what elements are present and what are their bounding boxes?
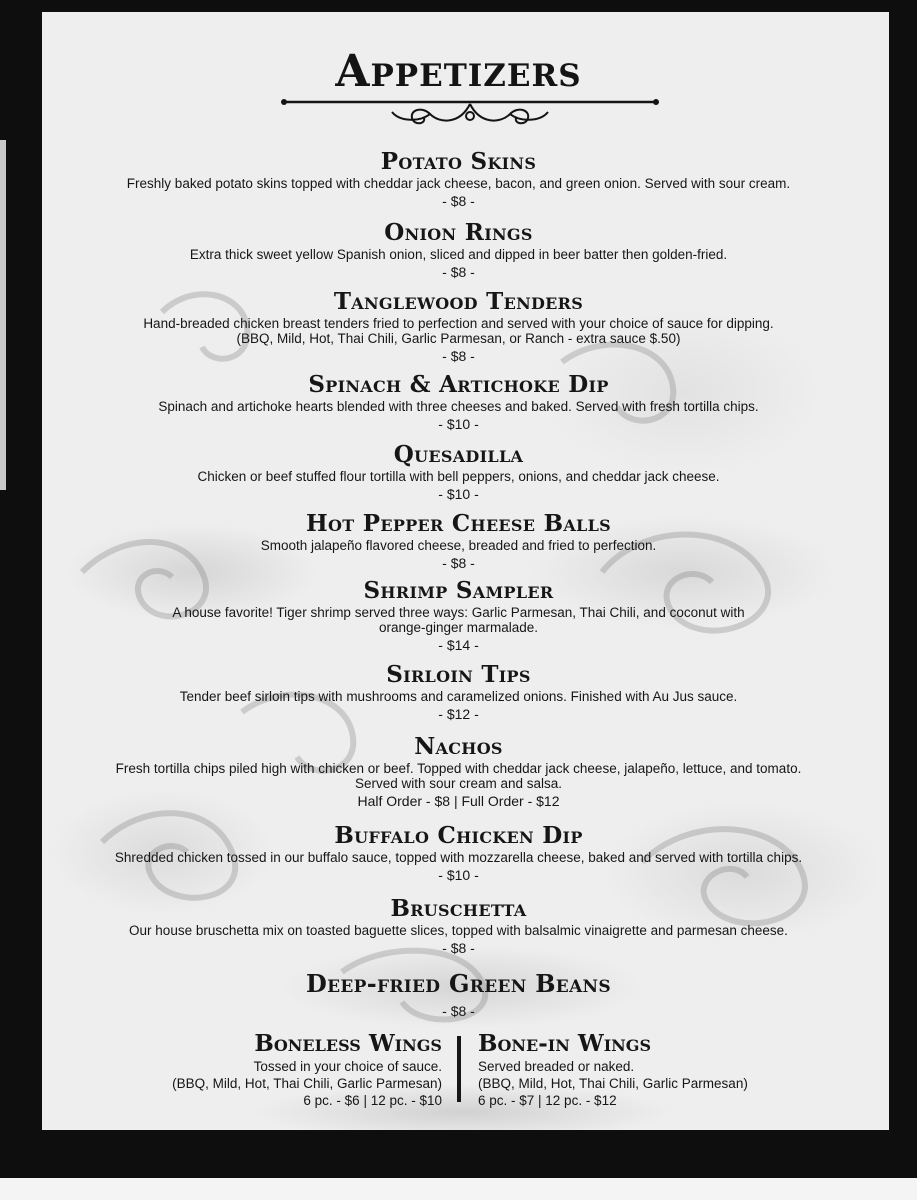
item-description-line: (BBQ, Mild, Hot, Thai Chili, Garlic Parmesan, or Ranch - extra sauce $.50) bbox=[236, 331, 681, 346]
item-price: - $10 - bbox=[438, 867, 479, 883]
item-price: - $12 - bbox=[438, 706, 479, 722]
menu-item-nachos bbox=[0, 733, 917, 811]
item-name: Bruschetta bbox=[390, 895, 527, 922]
item-name: Buffalo Chicken Dip bbox=[334, 822, 583, 849]
item-description: Our house bruschetta mix on toasted baguette slices, topped with balsalmic vinaigrette and parmesan cheese. bbox=[129, 923, 788, 938]
item-name: Spinach & Artichoke Dip bbox=[308, 371, 609, 398]
item-description: Extra thick sweet yellow Spanish onion, sliced and dipped in beer batter then golden-fried. bbox=[189, 247, 728, 262]
item-description: Fresh tortilla chips piled high with chicken or beef. Topped with cheddar jack cheese, jalapeño, lettuce, and tomato. bbox=[115, 761, 802, 776]
menu-item-boneless-wings bbox=[140, 1030, 442, 1109]
item-description: Hand-breaded chicken breast tenders fried to perfection and served with your choice of sauce for dipping. bbox=[143, 316, 774, 331]
item-price: 6 pc. - $6 | 12 pc. - $10 bbox=[303, 1093, 442, 1108]
item-description: Tossed in your choice of sauce. bbox=[253, 1059, 442, 1074]
item-name: Nachos bbox=[414, 733, 503, 760]
scan-border-top bbox=[0, 0, 917, 12]
item-description-line: Served with sour cream and salsa. bbox=[354, 776, 563, 791]
item-name: Tanglewood Tenders bbox=[333, 288, 584, 315]
item-name: Shrimp Sampler bbox=[363, 577, 554, 604]
item-price: - $14 - bbox=[438, 637, 479, 653]
item-description-line: (BBQ, Mild, Hot, Thai Chili, Garlic Parmesan) bbox=[478, 1076, 748, 1091]
menu-item-bone-in-wings bbox=[478, 1030, 778, 1109]
item-name: Boneless Wings bbox=[254, 1030, 442, 1057]
item-price: - $8 - bbox=[442, 555, 475, 571]
menu-item-buffalo-chicken-dip bbox=[0, 822, 917, 885]
item-description: Spinach and artichoke hearts blended with three cheeses and baked. Served with fresh tortilla chips. bbox=[158, 399, 759, 414]
menu-item-hot-pepper-cheese-balls bbox=[0, 510, 917, 573]
item-price: - $8 - bbox=[442, 348, 475, 364]
item-name: Quesadilla bbox=[393, 441, 524, 468]
item-description: Shredded chicken tossed in our buffalo sauce, topped with mozzarella cheese, baked and served with tortilla chips. bbox=[114, 850, 803, 865]
menu-item-potato-skins bbox=[0, 148, 917, 211]
menu-title: Appetizers bbox=[335, 46, 582, 97]
menu-item-tanglewood-tenders bbox=[0, 288, 917, 366]
menu-item-shrimp-sampler bbox=[0, 577, 917, 655]
item-name: Onion Rings bbox=[384, 219, 533, 246]
item-description: A house favorite! Tiger shrimp served three ways: Garlic Parmesan, Thai Chili, and coconut with bbox=[172, 605, 745, 620]
item-description-line: (BBQ, Mild, Hot, Thai Chili, Garlic Parmesan) bbox=[172, 1076, 442, 1091]
item-price: - $8 - bbox=[442, 193, 475, 209]
item-description: Freshly baked potato skins topped with cheddar jack cheese, bacon, and green onion. Served with sour cream. bbox=[126, 176, 791, 191]
item-name: Deep-fried Green Beans bbox=[306, 969, 611, 998]
item-price: Half Order - $8 | Full Order - $12 bbox=[357, 793, 560, 809]
menu-item-deep-fried-green-beans bbox=[0, 969, 917, 1021]
item-price: - $10 - bbox=[438, 416, 479, 432]
item-name: Potato Skins bbox=[380, 148, 537, 175]
item-name: Bone-in Wings bbox=[478, 1030, 652, 1057]
item-price: - $10 - bbox=[438, 486, 479, 502]
menu-item-sirloin-tips bbox=[0, 661, 917, 724]
item-description-line: orange-ginger marmalade. bbox=[378, 620, 539, 635]
title-flourish-ornament bbox=[280, 96, 660, 130]
item-price: - $8 - bbox=[442, 1003, 475, 1019]
item-description: Smooth jalapeño flavored cheese, breaded and fried to perfection. bbox=[260, 538, 657, 553]
scan-border-bottom bbox=[0, 1130, 917, 1178]
menu-item-bruschetta bbox=[0, 895, 917, 958]
wings-divider bbox=[457, 1036, 461, 1102]
item-price: 6 pc. - $7 | 12 pc. - $12 bbox=[478, 1093, 617, 1108]
menu-item-onion-rings bbox=[0, 219, 917, 282]
item-name: Sirloin Tips bbox=[386, 661, 531, 688]
item-description: Served breaded or naked. bbox=[478, 1059, 635, 1074]
menu-item-quesadilla bbox=[0, 441, 917, 504]
menu-item-spinach-artichoke-dip bbox=[0, 371, 917, 434]
item-price: - $8 - bbox=[442, 940, 475, 956]
item-price: - $8 - bbox=[442, 264, 475, 280]
item-description: Tender beef sirloin tips with mushrooms and caramelized onions. Finished with Au Jus sauce. bbox=[179, 689, 738, 704]
scan-margin bbox=[0, 1178, 917, 1200]
item-description: Chicken or beef stuffed flour tortilla with bell peppers, onions, and cheddar jack cheese. bbox=[197, 469, 720, 484]
item-name: Hot Pepper Cheese Balls bbox=[305, 510, 611, 537]
